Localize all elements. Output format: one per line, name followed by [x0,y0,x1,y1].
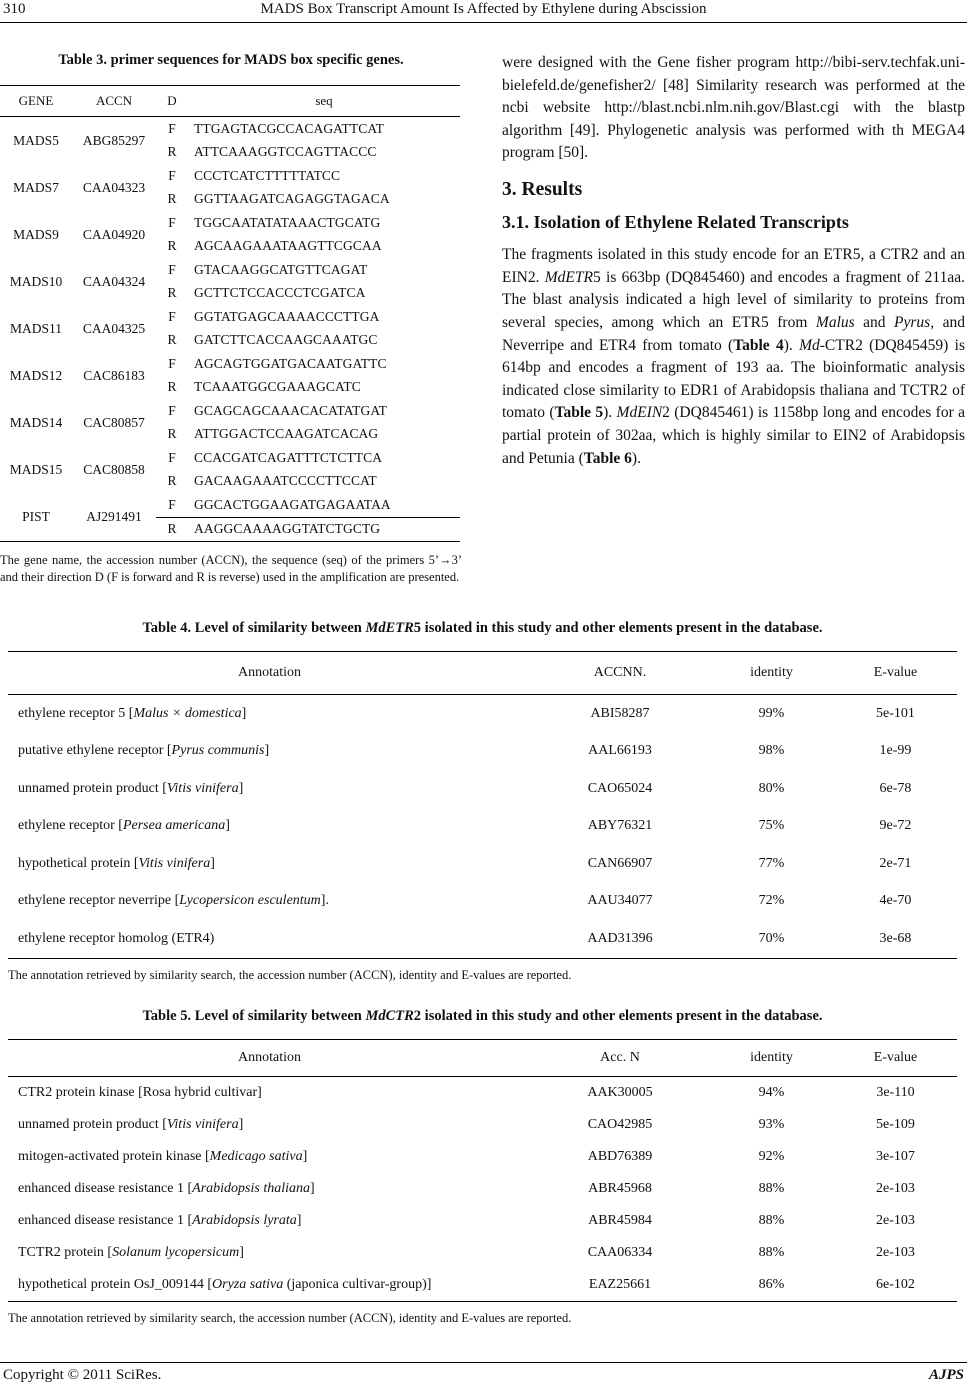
direction-cell: F [168,167,176,183]
gene-cell: MADS10 [9,273,63,289]
species-name: Malus × domestica [133,705,242,721]
table-row [8,883,957,921]
accession-cell: AAL66193 [588,743,652,759]
forward-seq-cell: CCACGATCAGATTTCTCTTCA [194,449,383,465]
accession-cell: AAU34077 [587,893,653,909]
table-row [0,117,460,141]
evalue-cell: 3e-110 [876,1085,915,1100]
direction-cell: F [168,449,176,465]
forward-seq-cell: GTACAAGGCATGTTCAGAT [194,261,368,277]
accn-cell: CAA04325 [82,320,146,336]
annotation-cell: ethylene receptor [Persea americana] [18,818,230,834]
annotation-cell: hypothetical protein [Vitis vinifera] [18,855,215,871]
table-3-header-row [0,86,460,117]
species-name: Pyrus communis [171,743,265,759]
running-header [0,0,967,22]
col-direction: D [156,86,188,117]
table-row [0,211,460,235]
accn-cell: CAC80858 [83,461,145,477]
table-row [8,770,957,808]
annotation-cell: enhanced disease resistance 1 [Arabidopsis thaliana] [18,1181,315,1196]
section-heading-results: 3. Results [502,178,583,200]
direction-cell: R [167,144,177,160]
evalue-cell: 5e-109 [876,1117,915,1132]
evalue-cell: 2e-71 [879,855,912,871]
annotation-cell: ethylene receptor neverripe [Lycopersicon esculentum]. [18,893,329,909]
accession-cell: AAD31396 [531,920,709,958]
species-name: Persea americana [122,818,226,834]
col-annotation: Annotation [8,1040,531,1077]
accession-cell: ABR45968 [588,1181,652,1196]
table-row [0,399,460,423]
table-row [0,352,460,376]
reverse-seq-cell: AAGGCAAAAGGTATCTGCTG [188,517,460,542]
col-evalue: E-value [834,1040,957,1077]
ref-table-6: Table 6 [583,449,632,467]
species-name: Vitis vinifera [166,780,239,796]
accn-cell: CAC80857 [83,414,145,430]
accession-cell: CAN66907 [587,855,653,871]
forward-seq-cell: GGCACTGGAAGATGAGAATAA [188,493,460,517]
col-accession: Acc. N [531,1040,709,1077]
table-row [0,305,460,329]
table-4-caption: Table 4. Level of similarity between MdETR5 isolated in this study and other elements present in the database. [142,620,823,636]
table-row [8,733,957,771]
species-name: Vitis vinifera [166,1117,239,1132]
results-paragraph: The fragments isolated in this study encode for an ETR5, a CTR2 and an EIN2. MdETR5 is 663bp (DQ845460) and encodes a fragment of 211aa. The blast analysis indicated a high level of similarity to proteins from several species, among which an ETR5 from Malus and Pyrus, and Neverripe and ETR4 from tomato (Table 4). Md-CTR2 (DQ845459) is 614bp and encodes a fragment of 193 aa. The bioinformatic analysis indicated close similarity to EDR1 of Arabidopsis thaliana and TCTR2 of tomato (Table 5). MdEIN2 (DQ845461) is 1158bp long and encodes for a partial protein of 302aa, which is highly similar to EIN2 of Arabidopsis and Petunia (Table 6). [502,246,965,467]
footer-rule [0,1362,967,1363]
table-row [8,1109,957,1141]
evalue-cell: 2e-103 [876,1245,915,1260]
table-3-note: The gene name, the accession number (ACCN), the sequence (seq) of the primers 5’→3’ and their direction D (F is forward and R is reverse) used in the amplification are presented. [0,553,462,584]
forward-seq-cell: GGTATGAGCAAAACCCTTGA [194,308,380,324]
table-row [0,446,460,470]
accession-cell: ABD76389 [587,1149,653,1164]
table-4 [8,620,957,983]
evalue-cell: 2e-103 [876,1181,915,1196]
accession-cell: ABI58287 [590,705,650,721]
header-rule [0,22,967,23]
accession-cell: ABY76321 [587,818,653,834]
reverse-seq-cell: ATTCAAAGGTCCAGTTACCC [194,144,377,160]
forward-seq-cell: TTGAGTACGCCACAGATTCAT [194,120,385,136]
accession-cell: EAZ25661 [531,1269,709,1302]
ref-table-4: Table 4 [733,336,784,354]
col-identity: identity [709,652,834,695]
direction-cell: R [167,285,177,301]
reverse-seq-cell: GACAAGAAATCCCCTTCCAT [194,473,377,489]
identity-cell: 94% [758,1085,785,1100]
species-name: Solanum lycopersicum [112,1245,240,1260]
direction-cell: F [168,261,176,277]
forward-seq-cell: CCCTCATCTTTTTATCC [194,167,341,183]
table-3 [0,52,462,586]
accn-cell: CAA04920 [82,226,146,242]
gene-cell: MADS5 [13,132,59,148]
evalue-cell: 2e-103 [876,1213,915,1228]
table-row [8,695,957,733]
direction-cell: F [168,308,176,324]
table-row [8,845,957,883]
accession-cell: CAO42985 [587,1117,653,1132]
annotation-cell: TCTR2 protein [Solanum lycopersicum] [18,1245,244,1260]
table-row [8,1269,957,1302]
identity-cell: 93% [758,1117,785,1132]
gene-cell: MADS12 [9,367,63,383]
reverse-seq-cell: ATTGGACTCCAAGATCACAG [194,426,379,442]
table-row [0,164,460,188]
gene-cell: MADS7 [13,179,59,195]
identity-cell: 86% [709,1269,834,1302]
direction-cell: F [168,214,176,230]
table-row [8,1141,957,1173]
annotation-cell: unnamed protein product [Vitis vinifera] [18,780,244,796]
identity-cell: 92% [758,1149,785,1164]
evalue-cell: 9e-72 [879,818,912,834]
evalue-cell: 5e-101 [876,705,915,721]
table-4-body [8,695,957,959]
reverse-seq-cell: TCAAATGGCGAAAGCATC [194,379,361,395]
annotation-cell: unnamed protein product [Vitis vinifera] [18,1117,244,1132]
journal-abbrev: AJPS [928,1367,964,1383]
annotation-cell: ethylene receptor 5 [Malus × domestica] [18,705,247,721]
gene-cell: MADS9 [13,226,59,242]
col-evalue: E-value [834,652,957,695]
species-name: Oryza sativa [212,1277,284,1292]
col-annotation: Annotation [8,652,531,695]
species-name: Vitis vinifera [138,855,211,871]
reverse-seq-cell: AGCAAGAAATAAGTTCGCAA [194,238,382,254]
table-row [0,258,460,282]
methods-paragraph: were designed with the Gene fisher program http://bibi-serv.techfak.uni-bielefeld.de/genefisher2/ [48] Similarity research was performed at the ncbi website http://blast.ncbi.nlm.nih.gov/Blast.cgi with the blastp algorithm [49]. Phylogenetic analysis was performed with th MEGA4 program [50]. [502,54,965,162]
accn-cell: CAC86183 [83,367,145,383]
accession-cell: CAA06334 [587,1245,653,1260]
annotation-cell: CTR2 protein kinase [Rosa hybrid cultivar] [18,1085,262,1100]
accn-cell: AJ291491 [72,493,156,542]
direction-cell: R [156,517,188,542]
identity-cell: 88% [758,1245,785,1260]
reverse-seq-cell: GGTTAAGATCAGAGGTAGACA [194,191,390,207]
annotation-cell: ethylene receptor homolog (ETR4) [8,920,531,958]
page-number: 310 [3,1,26,17]
accn-cell: CAA04324 [82,273,146,289]
direction-cell: R [167,473,177,489]
evalue-cell: 6e-102 [834,1269,957,1302]
table-row [8,1205,957,1237]
table-4-header-row [8,652,957,695]
subsection-heading: 3.1. Isolation of Ethylene Related Transcripts [502,211,849,232]
identity-cell: 88% [758,1213,785,1228]
direction-cell: R [167,379,177,395]
evalue-cell: 6e-78 [879,780,912,796]
col-gene: GENE [0,86,72,117]
identity-cell: 88% [758,1181,785,1196]
gene-cell: PIST [0,493,72,542]
col-seq: seq [188,86,460,117]
direction-cell: R [167,191,177,207]
identity-cell: 98% [758,743,785,759]
gene-cell: MADS14 [9,414,63,430]
table-3-body [0,117,460,542]
reverse-seq-cell: GCTTCTCCACCCTCGATCA [194,285,366,301]
table-5 [8,1008,957,1326]
gene-cell: MADS15 [9,461,63,477]
table-row [0,493,460,517]
table-4-grid [8,651,957,959]
species-name: Arabidopsis thaliana [192,1181,310,1196]
table-row [8,808,957,846]
annotation-cell: enhanced disease resistance 1 [Arabidopsis lyrata] [18,1213,302,1228]
accession-cell: AAK30005 [587,1085,653,1100]
table-5-note: The annotation retrieved by similarity search, the accession number (ACCN), identity and E-values are reported. [8,1311,572,1325]
identity-cell: 99% [758,705,785,721]
forward-seq-cell: GCAGCAGCAAACACATATGAT [194,402,388,418]
forward-seq-cell: AGCAGTGGATGACAATGATTC [194,355,387,371]
identity-cell: 77% [758,855,785,871]
species-name: Lycopersicon esculentum [179,893,321,909]
col-identity: identity [709,1040,834,1077]
evalue-cell: 4e-70 [879,893,912,909]
identity-cell: 75% [758,818,785,834]
accession-cell: CAO65024 [587,780,653,796]
annotation-cell: hypothetical protein OsJ_009144 [Oryza sativa (japonica cultivar-group)] [8,1269,531,1302]
direction-cell: R [167,238,177,254]
table-row [8,1173,957,1205]
forward-seq-cell: TGGCAATATATAAACTGCATG [194,214,381,230]
direction-cell: R [167,332,177,348]
direction-cell: F [168,402,176,418]
table-row [8,920,957,958]
table-5-caption: Table 5. Level of similarity between MdCTR2 isolated in this study and other elements present in the database. [142,1008,823,1024]
evalue-cell: 3e-68 [834,920,957,958]
annotation-cell: putative ethylene receptor [Pyrus communis] [18,743,270,759]
evalue-cell: 1e-99 [879,743,912,759]
reverse-seq-cell: GATCTTCACCAAGCAAATGC [194,332,378,348]
annotation-cell: mitogen-activated protein kinase [Medicago sativa] [18,1149,308,1164]
direction-cell: F [168,355,176,371]
table-3-grid [0,85,460,542]
table-4-note: The annotation retrieved by similarity search, the accession number (ACCN), identity and E-values are reported. [8,967,572,982]
ref-table-5: Table 5 [554,404,604,422]
accession-cell: ABR45984 [588,1213,652,1228]
species-name: Arabidopsis lyrata [192,1213,297,1228]
species-name: Medicago sativa [209,1149,303,1164]
table-5-grid [8,1039,957,1302]
table-row [8,1237,957,1269]
copyright: Copyright © 2011 SciRes. [3,1367,162,1383]
identity-cell: 72% [758,893,785,909]
table-row [8,1077,957,1110]
identity-cell: 70% [709,920,834,958]
evalue-cell: 3e-107 [876,1149,915,1164]
col-accession: ACCNN. [531,652,709,695]
table-5-body [8,1077,957,1302]
col-accn: ACCN [72,86,156,117]
direction-cell: F [156,493,188,517]
accn-cell: CAA04323 [82,179,146,195]
direction-cell: R [167,426,177,442]
table-3-caption: Table 3. primer sequences for MADS box specific genes. [58,52,404,68]
identity-cell: 80% [758,780,785,796]
accn-cell: ABG85297 [82,132,146,148]
gene-cell: MADS11 [9,320,62,336]
right-column-text [502,52,965,470]
running-title: MADS Box Transcript Amount Is Affected by Ethylene during Abscission [260,1,707,17]
table-5-header-row [8,1040,957,1077]
direction-cell: F [168,120,176,136]
